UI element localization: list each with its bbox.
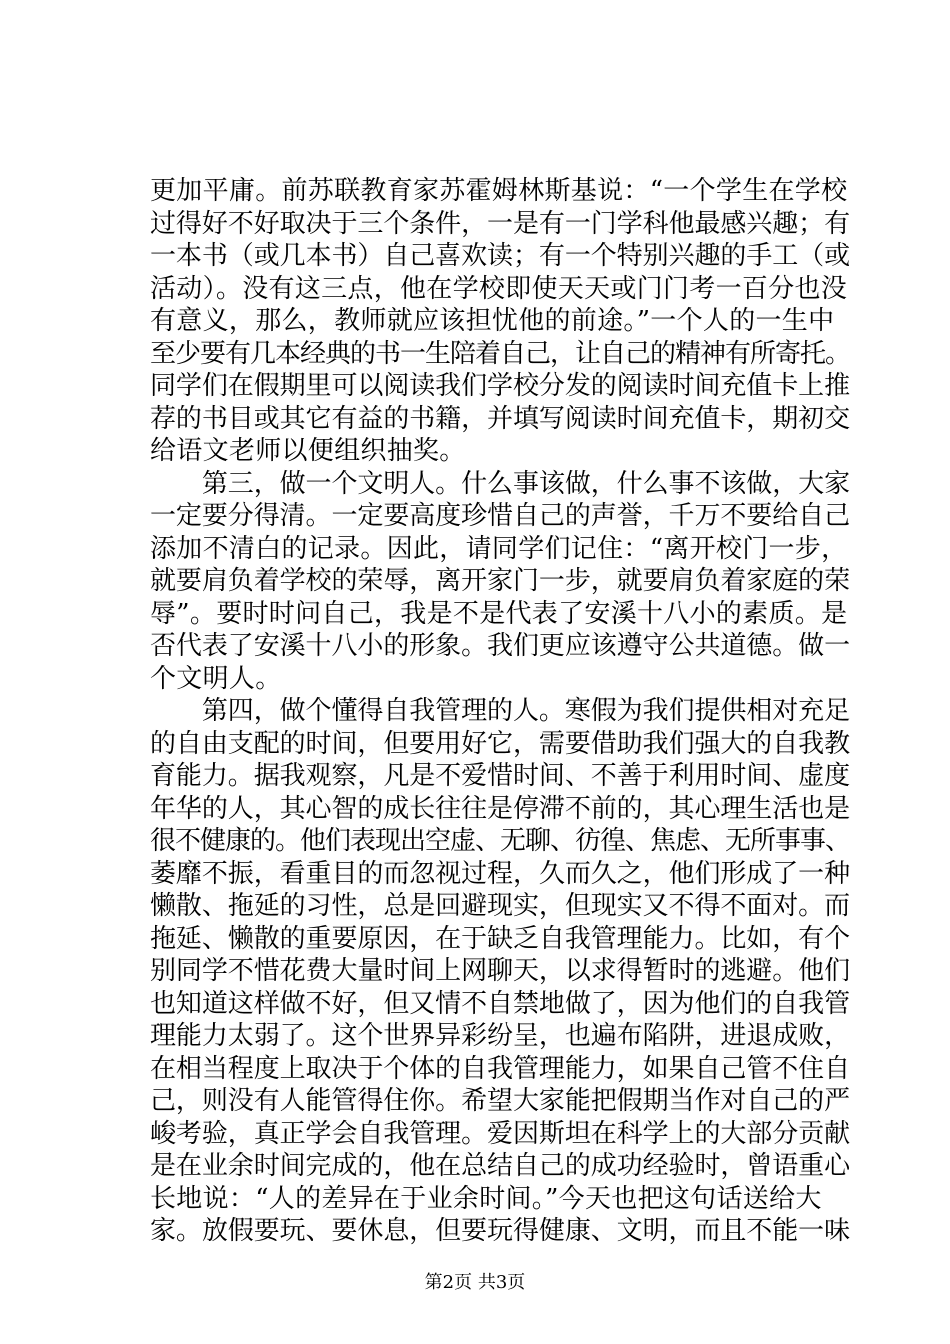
text-line: 一本书（或几本书）自己喜欢读；有一个特别兴趣的手工（或 [150,241,851,271]
text-line: 第四，做个懂得自我管理的人。寒假为我们提供相对充足 [150,696,851,726]
text-line: 有意义，那么，教师就应该担忧他的前途。”一个人的一生中 [150,306,835,336]
text-line: 家。放假要玩、要休息，但要玩得健康、文明，而且不能一味 [150,1216,851,1246]
text-line: 同学们在假期里可以阅读我们学校分发的阅读时间充值卡上推 [150,371,851,401]
text-line: 很不健康的。他们表现出空虚、无聊、彷徨、焦虑、无所事事、 [150,826,851,856]
text-line: 过得好不好取决于三个条件，一是有一门学科他最感兴趣；有 [150,208,851,239]
text-line: 萎靡不振，看重目的而忽视过程，久而久之，他们形成了一种 [150,858,851,889]
text-line: 己，则没有人能管得住你。希望大家能把假期当作对自己的严 [150,1086,851,1116]
text-line: 否代表了安溪十八小的形象。我们更应该遵守公共道德。做一 [150,631,851,661]
text-line: 拖延、懒散的重要原因，在于缺乏自我管理能力。比如，有个 [150,923,851,954]
text-line: 个文明人。 [150,663,282,694]
text-line: 更加平庸。前苏联教育家苏霍姆林斯基说：“一个学生在学校 [150,176,848,206]
text-line: 至少要有几本经典的书一生陪着自己，让自己的精神有所寄托。 [150,338,851,369]
text-line: 理能力太弱了。这个世界异彩纷呈，也遍布陷阱，进退成败， [150,1021,851,1051]
text-line: 育能力。据我观察，凡是不爱惜时间、不善于利用时间、虚度 [150,761,851,791]
text-line: 就要肩负着学校的荣辱，离开家门一步，就要肩负着家庭的荣 [150,566,851,596]
text-line: 峻考验，真正学会自我管理。爱因斯坦在科学上的大部分贡献 [150,1118,851,1149]
text-line: 添加不清白的记录。因此，请同学们记住：“离开校门一步， [150,533,848,564]
body-text [150,175,850,1248]
text-line: 是在业余时间完成的，他在总结自己的成功经验时，曾语重心 [150,1151,851,1181]
text-line: 懒散、拖延的习性，总是回避现实，但现实又不得不面对。而 [150,891,851,921]
text-line: 辱”。要时时问自己，我是不是代表了安溪十八小的素质。是 [150,598,848,629]
text-line: 荐的书目或其它有益的书籍，并填写阅读时间充值卡，期初交 [150,403,851,434]
text-line: 给语文老师以便组织抽奖。 [150,436,466,466]
text-line: 的自由支配的时间，但要用好它，需要借助我们强大的自我教 [150,728,851,759]
page-footer: 第2页 共3页 [424,1272,526,1293]
text-line: 活动）。没有这三点，他在学校即使天天或门门考一百分也没 [150,273,848,304]
text-line: 也知道这样做不好，但又情不自禁地做了，因为他们的自我管 [150,988,851,1019]
text-line: 一定要分得清。一定要高度珍惜自己的声誉，千万不要给自己 [150,501,851,531]
text-line: 别同学不惜花费大量时间上网聊天，以求得暂时的逃避。他们 [150,956,851,986]
text-line: 长地说：“人的差异在于业余时间。”今天也把这句话送给大 [150,1183,822,1214]
text-line: 年华的人，其心智的成长往往是停滞不前的，其心理生活也是 [150,793,851,824]
text-line: 在相当程度上取决于个体的自我管理能力，如果自己管不住自 [150,1053,851,1084]
text-line: 第三，做一个文明人。什么事该做，什么事不该做，大家 [150,468,851,499]
